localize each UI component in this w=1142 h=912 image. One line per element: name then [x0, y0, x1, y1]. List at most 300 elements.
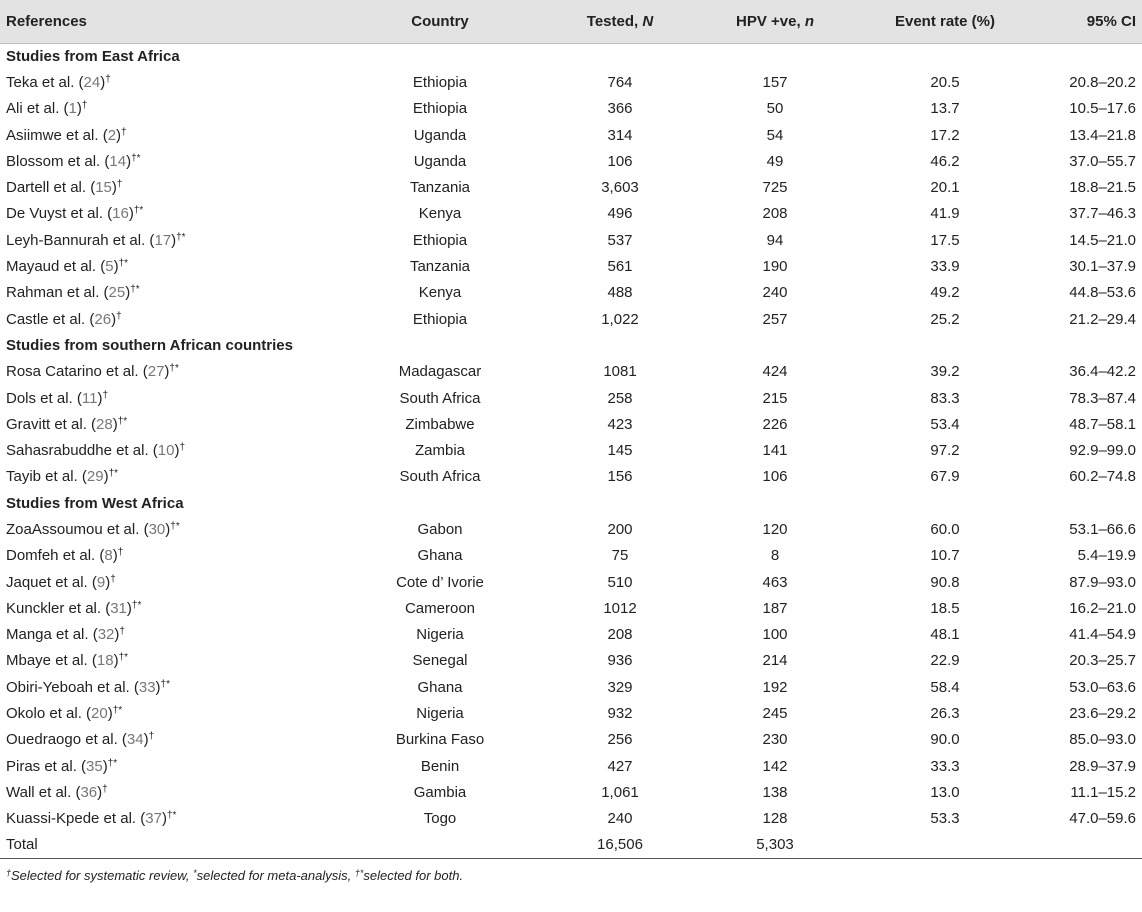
reference-author: Rosa Catarino et al. ( — [6, 363, 148, 381]
reference-close-paren: ) — [161, 810, 167, 828]
table-row — [0, 253, 1142, 279]
cell-hpv-positive: 245 — [762, 705, 788, 723]
selection-mark: † — [117, 547, 124, 559]
cell-ci: 13.4–21.8 — [1069, 126, 1136, 144]
header-tested — [550, 0, 690, 43]
reference-citation-number: 31 — [110, 599, 127, 617]
selection-mark: †* — [112, 705, 123, 717]
cell-ci: 60.2–74.8 — [1069, 468, 1136, 486]
reference-author: Dartell et al. ( — [6, 179, 96, 197]
reference-author: Kunckler et al. ( — [6, 599, 111, 617]
selection-mark: † — [105, 73, 111, 85]
cell-ci: 37.0–55.7 — [1069, 152, 1136, 170]
cell-event-rate: 26.3 — [930, 705, 960, 723]
reference-citation-number: 35 — [86, 757, 103, 775]
cell-ci: 28.9–37.9 — [1069, 757, 1136, 775]
cell-country: Tanzania — [409, 258, 471, 276]
table-row — [0, 174, 1142, 200]
reference-author: Sahasrabuddhe et al. ( — [6, 442, 158, 460]
selection-mark: †* — [133, 205, 144, 217]
reference-author: Okolo et al. ( — [6, 705, 92, 723]
header-row — [0, 0, 1142, 43]
reference-citation-number: 28 — [96, 415, 113, 433]
cell-reference — [0, 806, 330, 832]
selection-mark: † — [102, 783, 108, 795]
cell-tested: 423 — [607, 415, 633, 433]
cell-country: Zimbabwe — [405, 415, 475, 433]
reference-author: De Vuyst et al. ( — [6, 205, 113, 223]
reference-citation-number: 5 — [105, 258, 114, 276]
reference-close-paren: ) — [113, 652, 119, 670]
cell-reference — [0, 464, 330, 490]
table-body — [0, 43, 1142, 858]
total-rate-empty — [860, 832, 1030, 858]
cell-country: Madagascar — [398, 363, 482, 381]
reference-author: Rahman et al. ( — [6, 284, 109, 302]
cell-reference — [0, 622, 330, 648]
selection-mark: †* — [131, 599, 142, 611]
table-row — [0, 727, 1142, 753]
reference-close-paren: ) — [126, 152, 132, 170]
cell-ci: 14.5–21.0 — [1069, 231, 1136, 249]
reference-close-paren: ) — [126, 599, 132, 617]
cell-hpv-positive: 208 — [762, 205, 788, 223]
footnote-dagger: † — [6, 868, 12, 878]
section-heading-row — [0, 43, 1142, 69]
cell-reference — [0, 201, 330, 227]
cell-hpv-positive: 725 — [762, 179, 788, 197]
cell-hpv-positive: 240 — [762, 284, 788, 302]
cell-country: South Africa — [399, 468, 481, 486]
selection-mark: †* — [160, 678, 170, 690]
cell-ci: 92.9–99.0 — [1069, 442, 1136, 460]
cell-ci: 53.0–63.6 — [1069, 678, 1136, 696]
footnote-star: * — [193, 868, 197, 878]
cell-country: Ethiopia — [412, 100, 468, 118]
cell-hpv-positive: 157 — [762, 73, 788, 91]
table-row — [0, 674, 1142, 700]
reference-close-paren: ) — [102, 757, 108, 775]
cell-country: Uganda — [413, 152, 467, 170]
reference-citation-number: 8 — [104, 547, 113, 565]
cell-ci: 20.8–20.2 — [1069, 73, 1136, 91]
header-tested-label: Tested, — [586, 12, 643, 30]
cell-hpv-positive: 120 — [762, 520, 788, 538]
section-title: Studies from West Africa — [6, 494, 184, 512]
reference-citation-number: 34 — [126, 731, 144, 749]
reference-author: Teka et al. ( — [6, 73, 84, 91]
cell-hpv-positive: 49 — [766, 152, 784, 170]
table-row — [0, 648, 1142, 674]
reference-citation-number: 37 — [145, 810, 162, 828]
reference-close-paren: ) — [174, 442, 180, 460]
reference-citation-number: 29 — [86, 468, 104, 486]
cell-ci: 21.2–29.4 — [1069, 310, 1136, 328]
cell-tested: 200 — [607, 520, 633, 538]
selection-mark: †* — [118, 652, 129, 664]
cell-ci: 36.4–42.2 — [1069, 363, 1136, 381]
cell-event-rate: 22.9 — [930, 652, 960, 670]
cell-hpv-positive: 214 — [762, 652, 788, 670]
cell-hpv-positive: 54 — [766, 126, 784, 144]
cell-tested: 496 — [607, 205, 633, 223]
cell-ci: 20.3–25.7 — [1069, 652, 1136, 670]
selection-mark: † — [179, 442, 186, 454]
reference-author: Ouedraogo et al. ( — [6, 731, 127, 749]
cell-country: Gabon — [417, 520, 463, 538]
footnote-part3: selected for both. — [363, 868, 464, 883]
reference-citation-number: 20 — [91, 705, 108, 723]
table-row — [0, 569, 1142, 595]
cell-country: Gambia — [413, 783, 467, 801]
reference-citation-number: 11 — [81, 389, 98, 407]
cell-country: Nigeria — [416, 626, 464, 644]
cell-tested: 764 — [607, 73, 633, 91]
cell-event-rate: 49.2 — [930, 284, 960, 302]
cell-country: Kenya — [418, 205, 462, 223]
cell-reference — [0, 753, 330, 779]
cell-reference — [0, 359, 330, 385]
reference-citation-number: 14 — [109, 152, 127, 170]
cell-country: Ethiopia — [412, 310, 468, 328]
cell-tested: 936 — [607, 652, 633, 670]
cell-reference — [0, 437, 330, 463]
cell-hpv-positive: 192 — [762, 678, 788, 696]
footnote — [6, 868, 463, 883]
cell-reference — [0, 122, 330, 148]
cell-ci: 78.3–87.4 — [1069, 389, 1136, 407]
reference-author: Domfeh et al. ( — [6, 547, 105, 565]
cell-tested: 1081 — [603, 363, 637, 381]
cell-hpv-positive: 257 — [762, 310, 788, 328]
footnote-both: †* — [354, 868, 364, 878]
selection-mark: †* — [131, 152, 141, 164]
reference-citation-number: 9 — [96, 573, 106, 591]
cell-country: Ghana — [417, 678, 463, 696]
cell-tested: 256 — [607, 731, 633, 749]
cell-country: Burkina Faso — [395, 731, 485, 749]
section-title: Studies from East Africa — [6, 47, 180, 65]
reference-citation-number: 15 — [95, 179, 112, 197]
reference-author: ZoaAssoumou et al. ( — [6, 520, 149, 538]
table-row — [0, 753, 1142, 779]
cell-hpv-positive: 142 — [762, 757, 788, 775]
reference-author: Piras et al. ( — [6, 757, 87, 775]
table-row — [0, 806, 1142, 832]
cell-hpv-positive: 138 — [762, 783, 788, 801]
table-row — [0, 411, 1142, 437]
reference-citation-number: 2 — [107, 126, 117, 144]
cell-hpv-positive: 8 — [770, 547, 780, 565]
table-row — [0, 122, 1142, 148]
cell-event-rate: 83.3 — [930, 389, 960, 407]
reference-close-paren: ) — [100, 73, 106, 91]
reference-author: Dols et al. ( — [6, 389, 82, 407]
reference-citation-number: 33 — [138, 678, 156, 696]
cell-hpv-positive: 190 — [762, 258, 788, 276]
table-row — [0, 779, 1142, 805]
selection-mark: † — [102, 389, 108, 401]
cell-tested: 3,603 — [601, 179, 639, 197]
cell-ci: 44.8–53.6 — [1069, 284, 1136, 302]
cell-reference — [0, 727, 330, 753]
cell-event-rate: 53.3 — [930, 810, 960, 828]
cell-tested: 1,022 — [601, 310, 639, 328]
reference-close-paren: ) — [97, 783, 103, 801]
table-row — [0, 96, 1142, 122]
reference-citation-number: 18 — [96, 652, 114, 670]
reference-close-paren: ) — [165, 520, 171, 538]
cell-reference — [0, 227, 330, 253]
reference-author: Obiri-Yeboah et al. ( — [6, 678, 139, 696]
cell-ci: 30.1–37.9 — [1069, 258, 1136, 276]
cell-ci: 41.4–54.9 — [1069, 626, 1136, 644]
cell-event-rate: 17.2 — [930, 126, 960, 144]
cell-hpv-positive: 230 — [762, 731, 788, 749]
cell-country: Benin — [420, 757, 460, 775]
cell-ci: 16.2–21.0 — [1069, 599, 1136, 617]
cell-country: Tanzania — [409, 179, 471, 197]
table-row — [0, 227, 1142, 253]
section-heading-row — [0, 332, 1142, 358]
selection-mark: † — [116, 310, 122, 322]
reference-close-paren: ) — [107, 705, 113, 723]
selection-mark: †* — [118, 258, 129, 270]
table-row — [0, 69, 1142, 95]
table-row — [0, 306, 1142, 332]
header-hpv-var: n — [804, 12, 814, 30]
table-row — [0, 280, 1142, 306]
cell-event-rate: 53.4 — [930, 415, 960, 433]
cell-ci: 18.8–21.5 — [1069, 179, 1136, 197]
cell-reference — [0, 674, 330, 700]
selection-mark: †* — [107, 757, 118, 769]
reference-citation-number: 27 — [147, 363, 165, 381]
selection-mark: † — [116, 179, 123, 191]
table-row — [0, 201, 1142, 227]
reference-author: Blossom et al. ( — [6, 152, 110, 170]
table-row — [0, 437, 1142, 463]
cell-country: Ethiopia — [412, 73, 468, 91]
table-row — [0, 385, 1142, 411]
reference-author: Asiimwe et al. ( — [6, 126, 108, 144]
reference-close-paren: ) — [112, 547, 118, 565]
reference-author: Mayaud et al. ( — [6, 258, 106, 276]
cell-event-rate: 20.5 — [930, 73, 960, 91]
cell-hpv-positive: 424 — [762, 363, 788, 381]
cell-tested: 240 — [607, 810, 633, 828]
reference-citation-number: 26 — [94, 310, 112, 328]
reference-close-paren: ) — [103, 468, 109, 486]
cell-hpv-positive: 463 — [762, 573, 788, 591]
footnote-part1: Selected for systematic review, — [11, 868, 194, 883]
cell-ci: 10.5–17.6 — [1069, 100, 1136, 118]
cell-tested: 1012 — [603, 599, 637, 617]
cell-country: Togo — [423, 810, 457, 828]
table-row — [0, 359, 1142, 385]
cell-hpv-positive: 141 — [762, 442, 788, 460]
reference-author: Gravitt et al. ( — [6, 415, 97, 433]
cell-ci: 87.9–93.0 — [1069, 573, 1136, 591]
cell-reference — [0, 569, 330, 595]
cell-tested: 208 — [607, 626, 633, 644]
header-ci: 95% CI — [1086, 12, 1136, 30]
cell-hpv-positive: 50 — [766, 100, 784, 118]
table-header — [0, 0, 1142, 43]
selection-mark: † — [119, 626, 125, 638]
table-row — [0, 148, 1142, 174]
cell-tested: 75 — [611, 547, 629, 565]
cell-tested: 488 — [607, 284, 633, 302]
reference-author: Ali et al. ( — [6, 100, 69, 118]
cell-tested: 537 — [607, 231, 633, 249]
reference-close-paren: ) — [171, 231, 177, 249]
reference-close-paren: ) — [111, 310, 117, 328]
cell-event-rate: 33.9 — [930, 258, 960, 276]
header-hpv — [690, 0, 860, 43]
reference-close-paren: ) — [112, 415, 118, 433]
table-row — [0, 543, 1142, 569]
cell-event-rate: 33.3 — [930, 757, 960, 775]
reference-close-paren: ) — [143, 731, 149, 749]
cell-reference — [0, 543, 330, 569]
selection-mark: †* — [130, 284, 140, 296]
cell-reference — [0, 96, 330, 122]
cell-hpv-positive: 226 — [762, 415, 788, 433]
cell-ci: 48.7–58.1 — [1069, 415, 1136, 433]
cell-tested: 106 — [607, 152, 633, 170]
cell-tested: 329 — [607, 678, 633, 696]
selection-mark: † — [121, 126, 127, 138]
selection-mark: †* — [108, 468, 119, 480]
cell-reference — [0, 306, 330, 332]
cell-tested: 258 — [607, 389, 633, 407]
selection-mark: † — [110, 573, 116, 585]
reference-close-paren: ) — [76, 100, 82, 118]
reference-citation-number: 32 — [97, 626, 115, 644]
cell-country: Senegal — [412, 652, 468, 670]
cell-tested: 510 — [607, 573, 633, 591]
cell-country: Ghana — [417, 547, 463, 565]
reference-citation-number: 25 — [108, 284, 126, 302]
cell-hpv-positive: 100 — [762, 626, 788, 644]
cell-country: Cote d’ Ivorie — [396, 573, 484, 591]
selection-mark: † — [81, 100, 88, 112]
reference-author: Wall et al. ( — [6, 783, 81, 801]
reference-close-paren: ) — [105, 573, 111, 591]
cell-event-rate: 13.7 — [930, 100, 960, 118]
reference-author: Leyh-Bannurah et al. ( — [6, 231, 155, 249]
cell-event-rate: 58.4 — [930, 678, 960, 696]
cell-event-rate: 60.0 — [930, 520, 960, 538]
cell-tested: 314 — [607, 126, 633, 144]
reference-citation-number: 24 — [83, 73, 101, 91]
cell-reference — [0, 280, 330, 306]
cell-tested: 156 — [607, 468, 633, 486]
selection-mark: †* — [170, 520, 180, 532]
cell-tested: 427 — [607, 757, 633, 775]
cell-country: Ethiopia — [412, 231, 468, 249]
selection-mark: † — [148, 731, 155, 743]
total-tested: 16,506 — [597, 836, 643, 854]
reference-author: Tayib et al. ( — [6, 468, 87, 486]
section-title: Studies from southern African countries — [6, 336, 293, 354]
cell-reference — [0, 385, 330, 411]
reference-close-paren: ) — [155, 678, 161, 696]
cell-country: Uganda — [413, 126, 467, 144]
cell-reference — [0, 148, 330, 174]
cell-tested: 366 — [607, 100, 633, 118]
reference-close-paren: ) — [114, 626, 120, 644]
header-event-rate: Event rate (%) — [894, 12, 996, 30]
header-country: Country — [411, 12, 469, 30]
cell-event-rate: 46.2 — [930, 152, 960, 170]
cell-country: Cameroon — [404, 599, 476, 617]
reference-citation-number: 16 — [112, 205, 129, 223]
reference-close-paren: ) — [128, 205, 134, 223]
reference-close-paren: ) — [97, 389, 103, 407]
cell-ci: 37.7–46.3 — [1069, 205, 1136, 223]
table-row — [0, 464, 1142, 490]
table-row — [0, 595, 1142, 621]
reference-close-paren: ) — [164, 363, 170, 381]
cell-event-rate: 17.5 — [930, 231, 960, 249]
cell-event-rate: 48.1 — [930, 626, 960, 644]
reference-citation-number: 30 — [148, 520, 166, 538]
cell-ci: 23.6–29.2 — [1069, 705, 1136, 723]
cell-reference — [0, 648, 330, 674]
reference-author: Jaquet et al. ( — [6, 573, 97, 591]
header-references: References — [6, 12, 87, 30]
table-row — [0, 516, 1142, 542]
cell-tested: 932 — [607, 705, 633, 723]
cell-event-rate: 39.2 — [930, 363, 960, 381]
cell-ci: 53.1–66.6 — [1069, 520, 1136, 538]
cell-reference — [0, 595, 330, 621]
cell-hpv-positive: 215 — [762, 389, 788, 407]
reference-author: Manga et al. ( — [6, 626, 98, 644]
cell-event-rate: 67.9 — [930, 468, 960, 486]
cell-tested: 1,061 — [601, 783, 639, 801]
cell-country: Nigeria — [416, 705, 464, 723]
cell-reference — [0, 411, 330, 437]
reference-close-paren: ) — [111, 179, 117, 197]
reference-close-paren: ) — [113, 258, 119, 276]
reference-citation-number: 36 — [80, 783, 98, 801]
selection-mark: †* — [176, 231, 186, 243]
cell-event-rate: 25.2 — [930, 310, 960, 328]
footnote-part2: selected for meta-analysis, — [196, 868, 355, 883]
total-row — [0, 832, 1142, 858]
selection-mark: †* — [166, 810, 177, 822]
cell-event-rate: 97.2 — [930, 442, 960, 460]
cell-ci: 47.0–59.6 — [1069, 810, 1136, 828]
reference-close-paren: ) — [125, 284, 131, 302]
table-row — [0, 700, 1142, 726]
header-tested-var: N — [642, 12, 654, 30]
cell-reference — [0, 69, 330, 95]
cell-hpv-positive: 94 — [766, 231, 784, 249]
cell-hpv-positive: 128 — [762, 810, 788, 828]
table-row — [0, 622, 1142, 648]
section-heading-row — [0, 490, 1142, 516]
reference-author: Mbaye et al. ( — [6, 652, 97, 670]
cell-event-rate: 41.9 — [930, 205, 960, 223]
reference-author: Kuassi-Kpede et al. ( — [6, 810, 146, 828]
selection-mark: †* — [169, 363, 179, 375]
cell-reference — [0, 700, 330, 726]
cell-hpv-positive: 106 — [762, 468, 788, 486]
